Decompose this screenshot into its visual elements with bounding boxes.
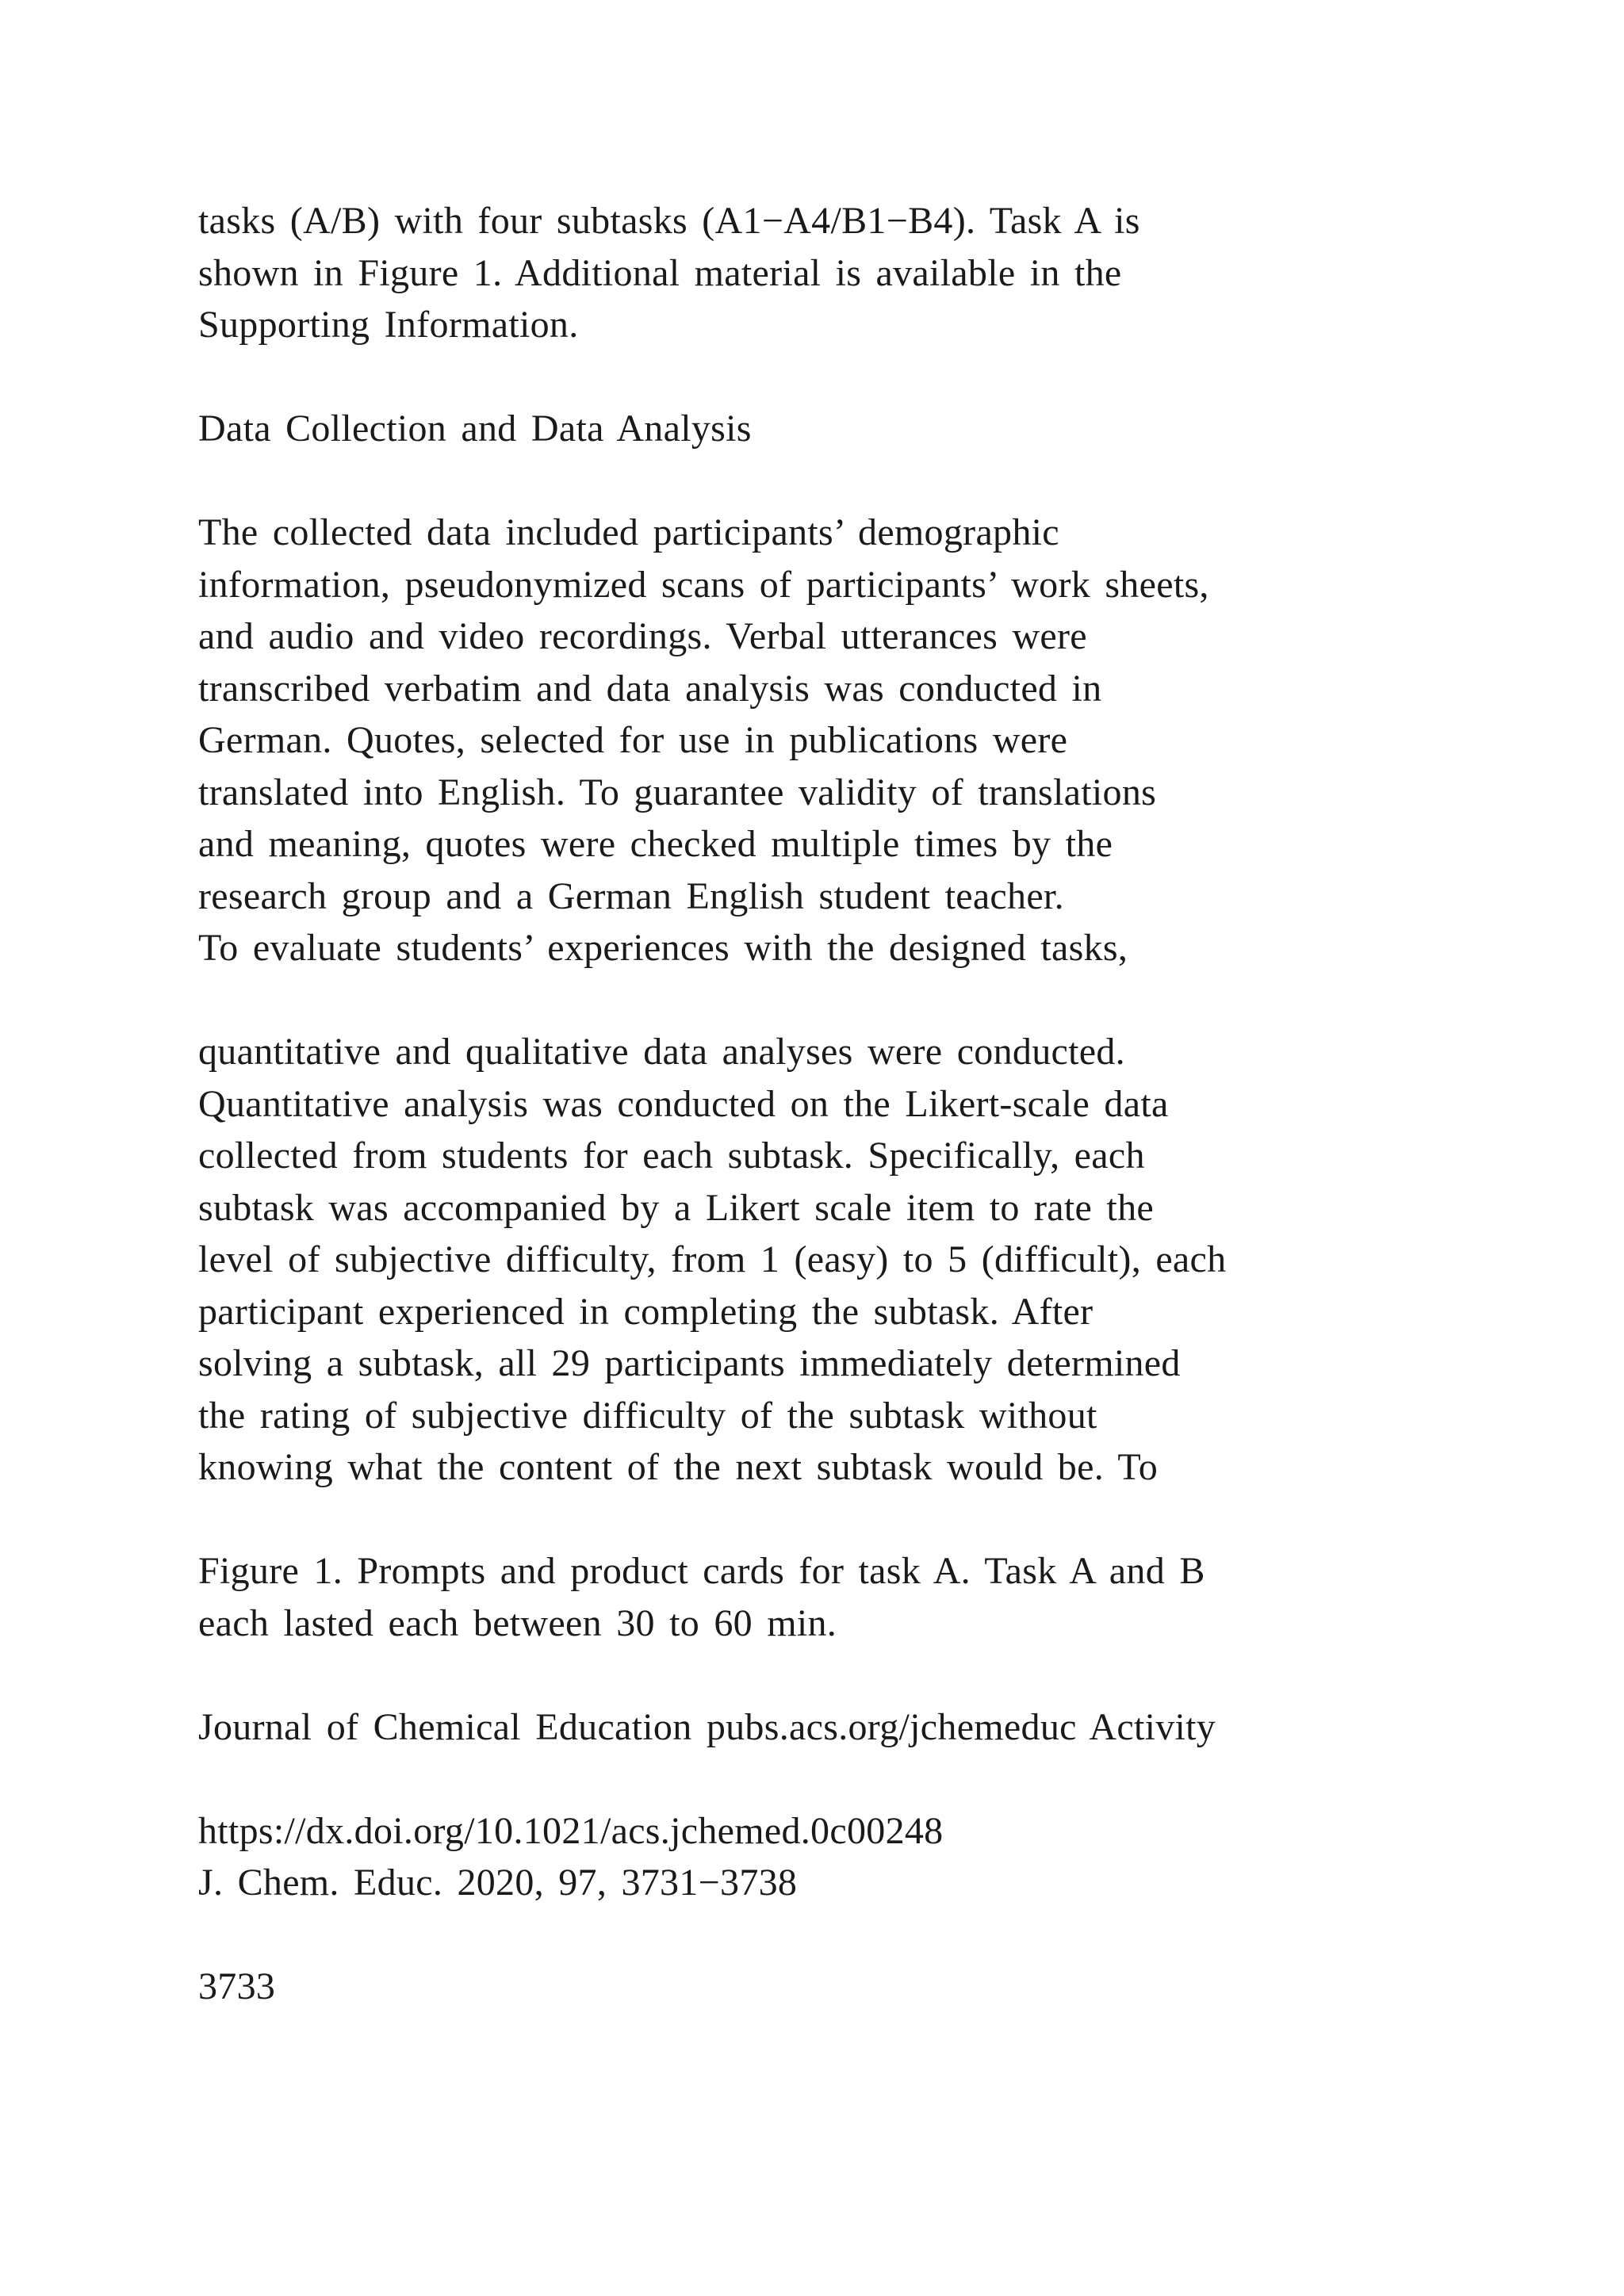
text-line: Supporting Information. xyxy=(198,304,579,346)
text-line: tasks (A/B) with four subtasks (A1−A4/B1−B4). Task A is xyxy=(198,200,1140,242)
text-line: information, pseudonymized scans of participants’ work sheets, xyxy=(198,563,1209,606)
text-line: quantitative and qualitative data analyses were conducted. xyxy=(198,1031,1125,1073)
text-line: and meaning, quotes were checked multiple times by the xyxy=(198,823,1113,865)
text-line: subtask was accompanied by a Likert scale item to rate the xyxy=(198,1186,1154,1229)
page-number-text: 3733 xyxy=(198,1965,276,2007)
text-line: the rating of subjective difficulty of the subtask without xyxy=(198,1394,1097,1437)
caption-line: each lasted each between 30 to 60 min. xyxy=(198,1601,837,1644)
text-line: German. Quotes, selected for use in publications were xyxy=(198,719,1068,761)
text-line: collected from students for each subtask. Specifically, each xyxy=(198,1135,1145,1177)
section-heading-text: Data Collection and Data Analysis xyxy=(198,408,752,450)
figure-caption xyxy=(198,1545,1530,1649)
citation-block xyxy=(198,1805,1530,1909)
intro-paragraph xyxy=(198,195,1530,351)
text-line: The collected data included participants’ demographic xyxy=(198,511,1059,553)
text-line: participant experienced in completing the subtask. After xyxy=(198,1290,1094,1333)
text-line: transcribed verbatim and data analysis was conducted in xyxy=(198,667,1102,710)
text-line: level of subjective difficulty, from 1 (easy) to 5 (difficult), each xyxy=(198,1238,1227,1280)
text-line: shown in Figure 1. Additional material is available in the xyxy=(198,251,1122,294)
text-line: research group and a German English student teacher. xyxy=(198,874,1064,917)
body-paragraph-1 xyxy=(198,507,1530,974)
page-number xyxy=(198,1961,1530,2013)
text-line: Quantitative analysis was conducted on the Likert-scale data xyxy=(198,1082,1169,1125)
body-paragraph-2 xyxy=(198,1026,1530,1494)
text-line: solving a subtask, all 29 participants immediately determined xyxy=(198,1342,1181,1384)
text-line: To evaluate students’ experiences with the designed tasks, xyxy=(198,927,1128,969)
text-line: translated into English. To guarantee validity of translations xyxy=(198,771,1157,813)
section-heading xyxy=(198,403,1530,455)
document-page xyxy=(198,195,1530,2064)
journal-header-text: Journal of Chemical Education pubs.acs.org/jchemeduc Activity xyxy=(198,1705,1216,1748)
text-line: and audio and video recordings. Verbal utterances were xyxy=(198,615,1087,657)
caption-line: Figure 1. Prompts and product cards for task A. Task A and B xyxy=(198,1550,1205,1592)
doi-link[interactable]: https://dx.doi.org/10.1021/acs.jchemed.0c00248 xyxy=(198,1809,944,1852)
text-line: knowing what the content of the next subtask would be. To xyxy=(198,1446,1158,1488)
journal-header xyxy=(198,1701,1530,1754)
journal-reference: J. Chem. Educ. 2020, 97, 3731−3738 xyxy=(198,1862,798,1904)
